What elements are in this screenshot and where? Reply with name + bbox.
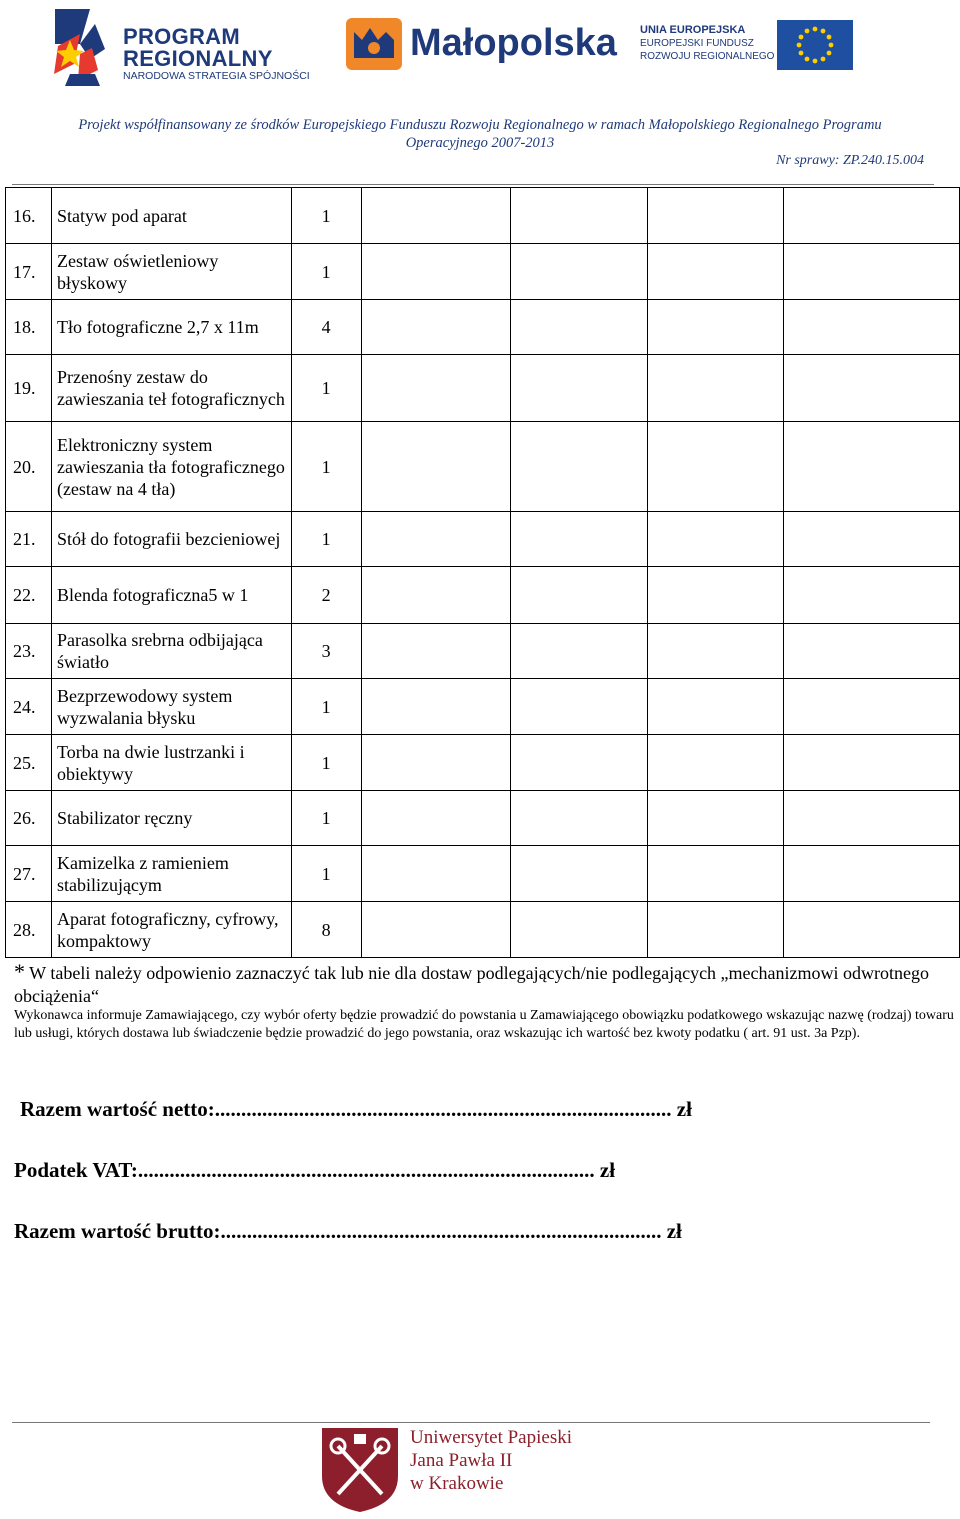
empty-cell xyxy=(361,188,511,244)
item-name: Tło fotograficzne 2,7 x 11m xyxy=(51,300,291,355)
item-number: 28. xyxy=(6,902,52,958)
empty-cell xyxy=(511,846,648,902)
university-name-line2: Jana Pawła II xyxy=(410,1450,513,1471)
empty-cell xyxy=(784,567,960,624)
item-quantity: 1 xyxy=(291,355,361,422)
reverse-charge-note xyxy=(14,960,954,1008)
item-quantity: 1 xyxy=(291,735,361,791)
empty-cell xyxy=(647,300,784,355)
item-number: 23. xyxy=(6,624,52,679)
tax-obligation-note: Wykonawca informuje Zamawiającego, czy wybór oferty będzie prowadzić do powstania u Zamawiającego obowiązku podatkowego wskazując nazwę (rodzaj) towaru lub usługi, których dostawa lub świadczenie będzie prowadzić do jego powstania, oraz wskazując ich wartość bez kwoty podatku ( art. 91 ust. 3a Pzp). xyxy=(14,1008,954,1041)
eu-line3: ROZWOJU REGIONALNEGO xyxy=(640,51,775,62)
empty-cell xyxy=(647,512,784,567)
empty-cell xyxy=(511,902,648,958)
empty-cell xyxy=(784,422,960,512)
empty-cell xyxy=(784,791,960,846)
eu-logo xyxy=(640,20,860,72)
empty-cell xyxy=(647,244,784,300)
item-quantity: 8 xyxy=(291,902,361,958)
empty-cell xyxy=(361,624,511,679)
eu-line1: UNIA EUROPEJSKA xyxy=(640,24,746,36)
note-text: W tabeli należy odpowienio zaznaczyć tak lub nie dla dostaw podlegających/nie podlegających „mechanizmowi odwrotnego obciążenia“ xyxy=(14,963,929,1006)
item-name: Stół do fotografii bezcieniowej xyxy=(51,512,291,567)
item-number: 19. xyxy=(6,355,52,422)
total-net-line xyxy=(20,1097,692,1122)
empty-cell xyxy=(511,244,648,300)
empty-cell xyxy=(511,679,648,735)
program-regionalny-logo xyxy=(50,4,320,86)
total-net-fill: ....................................................................................... zł xyxy=(214,1097,692,1121)
university-name-line3: w Krakowie xyxy=(410,1473,504,1494)
project-cofinancing-line2: Operacyjnego 2007-2013 xyxy=(405,135,555,151)
empty-cell xyxy=(511,512,648,567)
empty-cell xyxy=(647,355,784,422)
empty-cell xyxy=(647,188,784,244)
case-number: Nr sprawy: ZP.240.15.004 xyxy=(776,153,924,168)
program-regionalny-line1: PROGRAM xyxy=(123,24,240,49)
empty-cell xyxy=(361,791,511,846)
malopolska-wordmark: Małopolska xyxy=(410,22,617,64)
empty-cell xyxy=(361,355,511,422)
item-quantity: 3 xyxy=(291,624,361,679)
item-number: 21. xyxy=(6,512,52,567)
items-table xyxy=(5,187,960,958)
total-gross-line xyxy=(14,1219,682,1244)
table-row xyxy=(6,355,960,422)
empty-cell xyxy=(361,300,511,355)
item-number: 26. xyxy=(6,791,52,846)
program-regionalny-line2: REGIONALNY xyxy=(123,46,273,71)
item-quantity: 1 xyxy=(291,846,361,902)
empty-cell xyxy=(647,422,784,512)
item-number: 25. xyxy=(6,735,52,791)
table-row xyxy=(6,624,960,679)
university-crest-icon xyxy=(318,1424,402,1514)
table-row xyxy=(6,422,960,512)
item-name: Bezprzewodowy system wyzwalania błysku xyxy=(51,679,291,735)
total-net-label: Razem wartość netto: xyxy=(20,1097,215,1121)
empty-cell xyxy=(361,846,511,902)
item-number: 16. xyxy=(6,188,52,244)
empty-cell xyxy=(647,567,784,624)
empty-cell xyxy=(361,512,511,567)
item-name: Przenośny zestaw do zawieszania teł fotograficznych xyxy=(51,355,291,422)
item-quantity: 2 xyxy=(291,567,361,624)
empty-cell xyxy=(361,567,511,624)
empty-cell xyxy=(511,624,648,679)
table-row xyxy=(6,244,960,300)
empty-cell xyxy=(784,846,960,902)
total-gross-label: Razem wartość brutto: xyxy=(14,1219,221,1243)
empty-cell xyxy=(647,735,784,791)
empty-cell xyxy=(511,735,648,791)
project-cofinancing-line1: Projekt współfinansowany ze środków Europejskiego Funduszu Rozwoju Regionalnego w ramach Małopolskiego Regionalnego Programu xyxy=(78,117,882,133)
item-quantity: 1 xyxy=(291,188,361,244)
vat-line xyxy=(14,1158,615,1183)
empty-cell xyxy=(361,735,511,791)
table-row xyxy=(6,567,960,624)
empty-cell xyxy=(784,735,960,791)
item-name: Elektroniczny system zawieszania tła fotograficznego (zestaw na 4 tła) xyxy=(51,422,291,512)
item-number: 17. xyxy=(6,244,52,300)
item-quantity: 1 xyxy=(291,791,361,846)
table-row xyxy=(6,791,960,846)
item-number: 27. xyxy=(6,846,52,902)
item-name: Statyw pod aparat xyxy=(51,188,291,244)
table-row xyxy=(6,735,960,791)
item-quantity: 1 xyxy=(291,512,361,567)
table-row xyxy=(6,512,960,567)
footer-divider xyxy=(12,1422,930,1423)
university-name-line1: Uniwersytet Papieski xyxy=(410,1427,573,1448)
empty-cell xyxy=(784,244,960,300)
item-quantity: 1 xyxy=(291,422,361,512)
empty-cell xyxy=(647,624,784,679)
table-row xyxy=(6,679,960,735)
empty-cell xyxy=(784,300,960,355)
empty-cell xyxy=(361,679,511,735)
item-number: 20. xyxy=(6,422,52,512)
table-row xyxy=(6,188,960,244)
empty-cell xyxy=(511,422,648,512)
empty-cell xyxy=(511,355,648,422)
item-name: Stabilizator ręczny xyxy=(51,791,291,846)
empty-cell xyxy=(647,902,784,958)
item-name: Aparat fotograficzny, cyfrowy, kompaktowy xyxy=(51,902,291,958)
eu-flag-icon xyxy=(777,20,853,70)
item-number: 22. xyxy=(6,567,52,624)
table-row xyxy=(6,846,960,902)
item-name: Parasolka srebrna odbijająca światło xyxy=(51,624,291,679)
empty-cell xyxy=(784,355,960,422)
empty-cell xyxy=(511,567,648,624)
item-name: Torba na dwie lustrzanki i obiektywy xyxy=(51,735,291,791)
empty-cell xyxy=(647,791,784,846)
malopolska-logo xyxy=(346,18,617,72)
program-regionalny-line3: NARODOWA STRATEGIA SPÓJNOŚCI xyxy=(123,70,310,82)
item-name: Blenda fotograficzna5 w 1 xyxy=(51,567,291,624)
vat-label: Podatek VAT: xyxy=(14,1158,138,1182)
program-regionalny-emblem-icon xyxy=(50,4,120,86)
note-asterisk: * xyxy=(14,959,25,984)
item-number: 18. xyxy=(6,300,52,355)
header-divider xyxy=(12,184,934,185)
empty-cell xyxy=(784,679,960,735)
malopolska-emblem-icon xyxy=(346,18,402,70)
item-quantity: 4 xyxy=(291,300,361,355)
item-name: Kamizelka z ramieniem stabilizującym xyxy=(51,846,291,902)
empty-cell xyxy=(784,188,960,244)
vat-fill: ....................................................................................... zł xyxy=(137,1158,616,1182)
empty-cell xyxy=(784,902,960,958)
item-quantity: 1 xyxy=(291,679,361,735)
eu-line2: EUROPEJSKI FUNDUSZ xyxy=(640,38,754,49)
item-quantity: 1 xyxy=(291,244,361,300)
empty-cell xyxy=(511,791,648,846)
empty-cell xyxy=(511,188,648,244)
table-row xyxy=(6,902,960,958)
empty-cell xyxy=(361,422,511,512)
item-number: 24. xyxy=(6,679,52,735)
total-gross-fill: .................................................................................... zł xyxy=(220,1219,682,1243)
empty-cell xyxy=(511,300,648,355)
empty-cell xyxy=(647,846,784,902)
university-logo xyxy=(318,1424,618,1516)
table-row xyxy=(6,300,960,355)
empty-cell xyxy=(361,244,511,300)
empty-cell xyxy=(361,902,511,958)
item-name: Zestaw oświetleniowy błyskowy xyxy=(51,244,291,300)
empty-cell xyxy=(647,679,784,735)
empty-cell xyxy=(784,624,960,679)
empty-cell xyxy=(784,512,960,567)
